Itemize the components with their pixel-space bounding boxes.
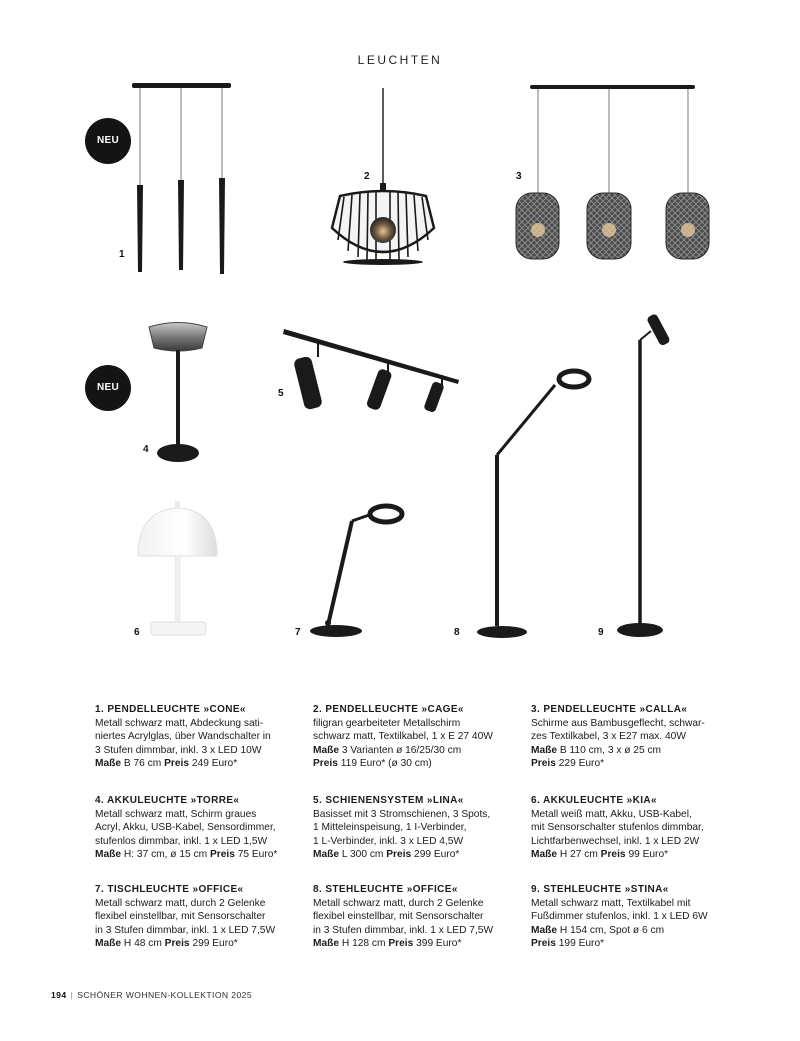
description-line: filigran gearbeiteter Metallschirm	[313, 718, 461, 730]
description-line: Metall schwarz matt, Abdeckung sati-	[95, 718, 264, 730]
product-description	[313, 794, 513, 861]
meta-label: Preis	[164, 757, 190, 769]
description-line: Metall schwarz matt, durch 2 Gelenke	[313, 898, 484, 910]
meta-value: B 76 cm	[123, 757, 162, 769]
product-title: 5. SCHIENENSYSTEM »LINA«	[313, 795, 464, 806]
item-number: 2	[364, 171, 370, 182]
meta-value: H 27 cm	[559, 848, 598, 860]
lamp-lina	[283, 329, 459, 413]
meta-label: Maße	[313, 744, 340, 756]
product-title: 7. TISCHLEUCHTE »OFFICE«	[95, 884, 244, 895]
item-number: 6	[134, 627, 140, 638]
product-meta	[313, 757, 513, 770]
product-meta	[531, 848, 731, 861]
meta-label: Preis	[388, 937, 414, 949]
description-line: niertes Acrylglas, über Wandschalter in	[95, 731, 271, 743]
meta-value: 299 Euro*	[414, 848, 460, 860]
meta-label: Maße	[531, 924, 558, 936]
description-line: flexibel einstellbar, mit Sensorschalter	[313, 911, 484, 923]
description-line: Metall schwarz matt, Textilkabel mit	[531, 898, 691, 910]
product-title: 1. PENDELLEUCHTE »CONE«	[95, 704, 246, 715]
lamp-office-floor	[477, 371, 589, 638]
product-meta	[531, 744, 731, 757]
meta-value: H 48 cm	[123, 937, 162, 949]
product-description	[313, 883, 513, 950]
description-line: Fußdimmer stufenlos, inkl. 1 x LED 6W	[531, 911, 708, 923]
description-line: schwarz matt, Textilkabel, 1 x E 27 40W	[313, 731, 493, 743]
meta-value: H 128 cm	[341, 937, 386, 949]
product-description	[531, 794, 731, 861]
product-title: 8. STEHLEUCHTE »OFFICE«	[313, 884, 458, 895]
product-title: 3. PENDELLEUCHTE »CALLA«	[531, 704, 688, 715]
item-number: 1	[119, 249, 125, 260]
description-line: 1 Mitteleinspeisung, 1 I-Verbinder,	[313, 822, 467, 834]
meta-value: 399 Euro*	[416, 937, 462, 949]
item-number: 3	[516, 171, 522, 182]
meta-value: L 300 cm	[341, 848, 384, 860]
meta-value: 99 Euro*	[628, 848, 669, 860]
product-meta	[95, 937, 295, 950]
product-title: 4. AKKULEUCHTE »TORRE«	[95, 795, 240, 806]
description-line: in 3 Stufen dimmbar, inkl. 1 x LED 7,5W	[95, 924, 276, 936]
product-meta	[313, 848, 513, 861]
meta-label: Maße	[313, 937, 340, 949]
product-meta	[95, 757, 295, 770]
description-line: Metall weiß matt, Akku, USB-Kabel,	[531, 809, 692, 821]
item-number: 8	[454, 627, 460, 638]
product-meta	[313, 937, 513, 950]
description-line: zes Textilkabel, 3 x E27 max. 40W	[531, 731, 686, 743]
meta-value: 229 Euro*	[558, 757, 605, 769]
description-line: Metall schwarz matt, durch 2 Gelenke	[95, 898, 266, 910]
meta-value: 75 Euro*	[237, 848, 278, 860]
meta-value: 249 Euro*	[191, 757, 238, 769]
description-line: in 3 Stufen dimmbar, inkl. 1 x LED 7,5W	[313, 924, 494, 936]
product-description	[95, 883, 295, 950]
description-line: Schirme aus Bambusgeflecht, schwar-	[531, 718, 705, 730]
publication-name: SCHÖNER WOHNEN-KOLLEKTION 2025	[77, 990, 253, 1000]
description-line: Lichtfarbenwechsel, inkl. 1 x LED 2W	[531, 835, 700, 847]
meta-value: H: 37 cm, ø 15 cm	[123, 848, 208, 860]
product-meta	[95, 848, 295, 861]
footer-separator: |	[70, 990, 74, 1000]
meta-label: Preis	[313, 757, 338, 769]
meta-value: H 154 cm, Spot ø 6 cm	[559, 924, 665, 936]
description-line: flexibel einstellbar, mit Sensorschalter	[95, 911, 266, 923]
description-line: stufenlos dimmbar, inkl. 1 x LED 1,5W	[95, 835, 268, 847]
lamp-torre	[149, 323, 207, 463]
page-title: LEUCHTEN	[357, 53, 443, 67]
meta-label: Preis	[386, 848, 412, 860]
product-description	[95, 703, 295, 770]
meta-label: Preis	[531, 757, 556, 769]
description-line: mit Sensorschalter stufenlos dimmbar,	[531, 822, 704, 834]
product-description	[95, 794, 295, 861]
meta-label: Maße	[313, 848, 340, 860]
product-meta	[531, 924, 731, 937]
new-badge: NEU	[85, 118, 131, 164]
new-badge: NEU	[85, 365, 131, 411]
meta-value: 3 Varianten ø 16/25/30 cm	[341, 744, 462, 756]
product-title: 6. AKKULEUCHTE »KIA«	[531, 795, 657, 806]
lamp-cage	[332, 88, 434, 265]
product-title: 2. PENDELLEUCHTE »CAGE«	[313, 704, 464, 715]
meta-value: 119 Euro* (ø 30 cm)	[340, 757, 432, 769]
item-number: 5	[278, 388, 284, 399]
meta-label: Maße	[95, 937, 122, 949]
meta-value: 299 Euro*	[192, 937, 238, 949]
product-meta	[531, 937, 731, 950]
lamp-cone	[132, 83, 231, 274]
meta-label: Preis	[531, 937, 556, 949]
lamp-kia	[138, 501, 217, 635]
meta-label: Preis	[209, 848, 235, 860]
meta-label: Maße	[95, 757, 122, 769]
meta-value: B 110 cm, 3 x ø 25 cm	[559, 744, 662, 756]
item-number: 7	[295, 627, 301, 638]
lamp-office-table	[310, 506, 402, 637]
meta-label: Maße	[531, 744, 558, 756]
lamp-calla	[516, 85, 709, 259]
meta-label: Preis	[164, 937, 190, 949]
page-footer	[51, 990, 252, 1000]
description-line: Metall schwarz matt, Schirm graues	[95, 809, 257, 821]
description-line: 1 L-Verbinder, inkl. 3 x LED 4,5W	[313, 835, 464, 847]
description-line: Basisset mit 3 Stromschienen, 3 Spots,	[313, 809, 491, 821]
meta-label: Maße	[531, 848, 558, 860]
product-meta	[313, 744, 513, 757]
item-number: 9	[598, 627, 604, 638]
item-number: 4	[143, 444, 149, 455]
meta-label: Preis	[600, 848, 626, 860]
page-number: 194	[51, 990, 67, 1000]
lamp-stina	[617, 313, 671, 637]
product-meta	[531, 757, 731, 770]
meta-value: 199 Euro*	[558, 937, 605, 949]
product-title: 9. STEHLEUCHTE »STINA«	[531, 884, 669, 895]
description-line: Acryl, Akku, USB-Kabel, Sensordimmer,	[95, 822, 276, 834]
description-line: 3 Stufen dimmbar, inkl. 3 x LED 10W	[95, 744, 262, 756]
product-description	[531, 883, 731, 950]
meta-label: Maße	[95, 848, 122, 860]
product-description	[313, 703, 513, 770]
product-description	[531, 703, 731, 770]
